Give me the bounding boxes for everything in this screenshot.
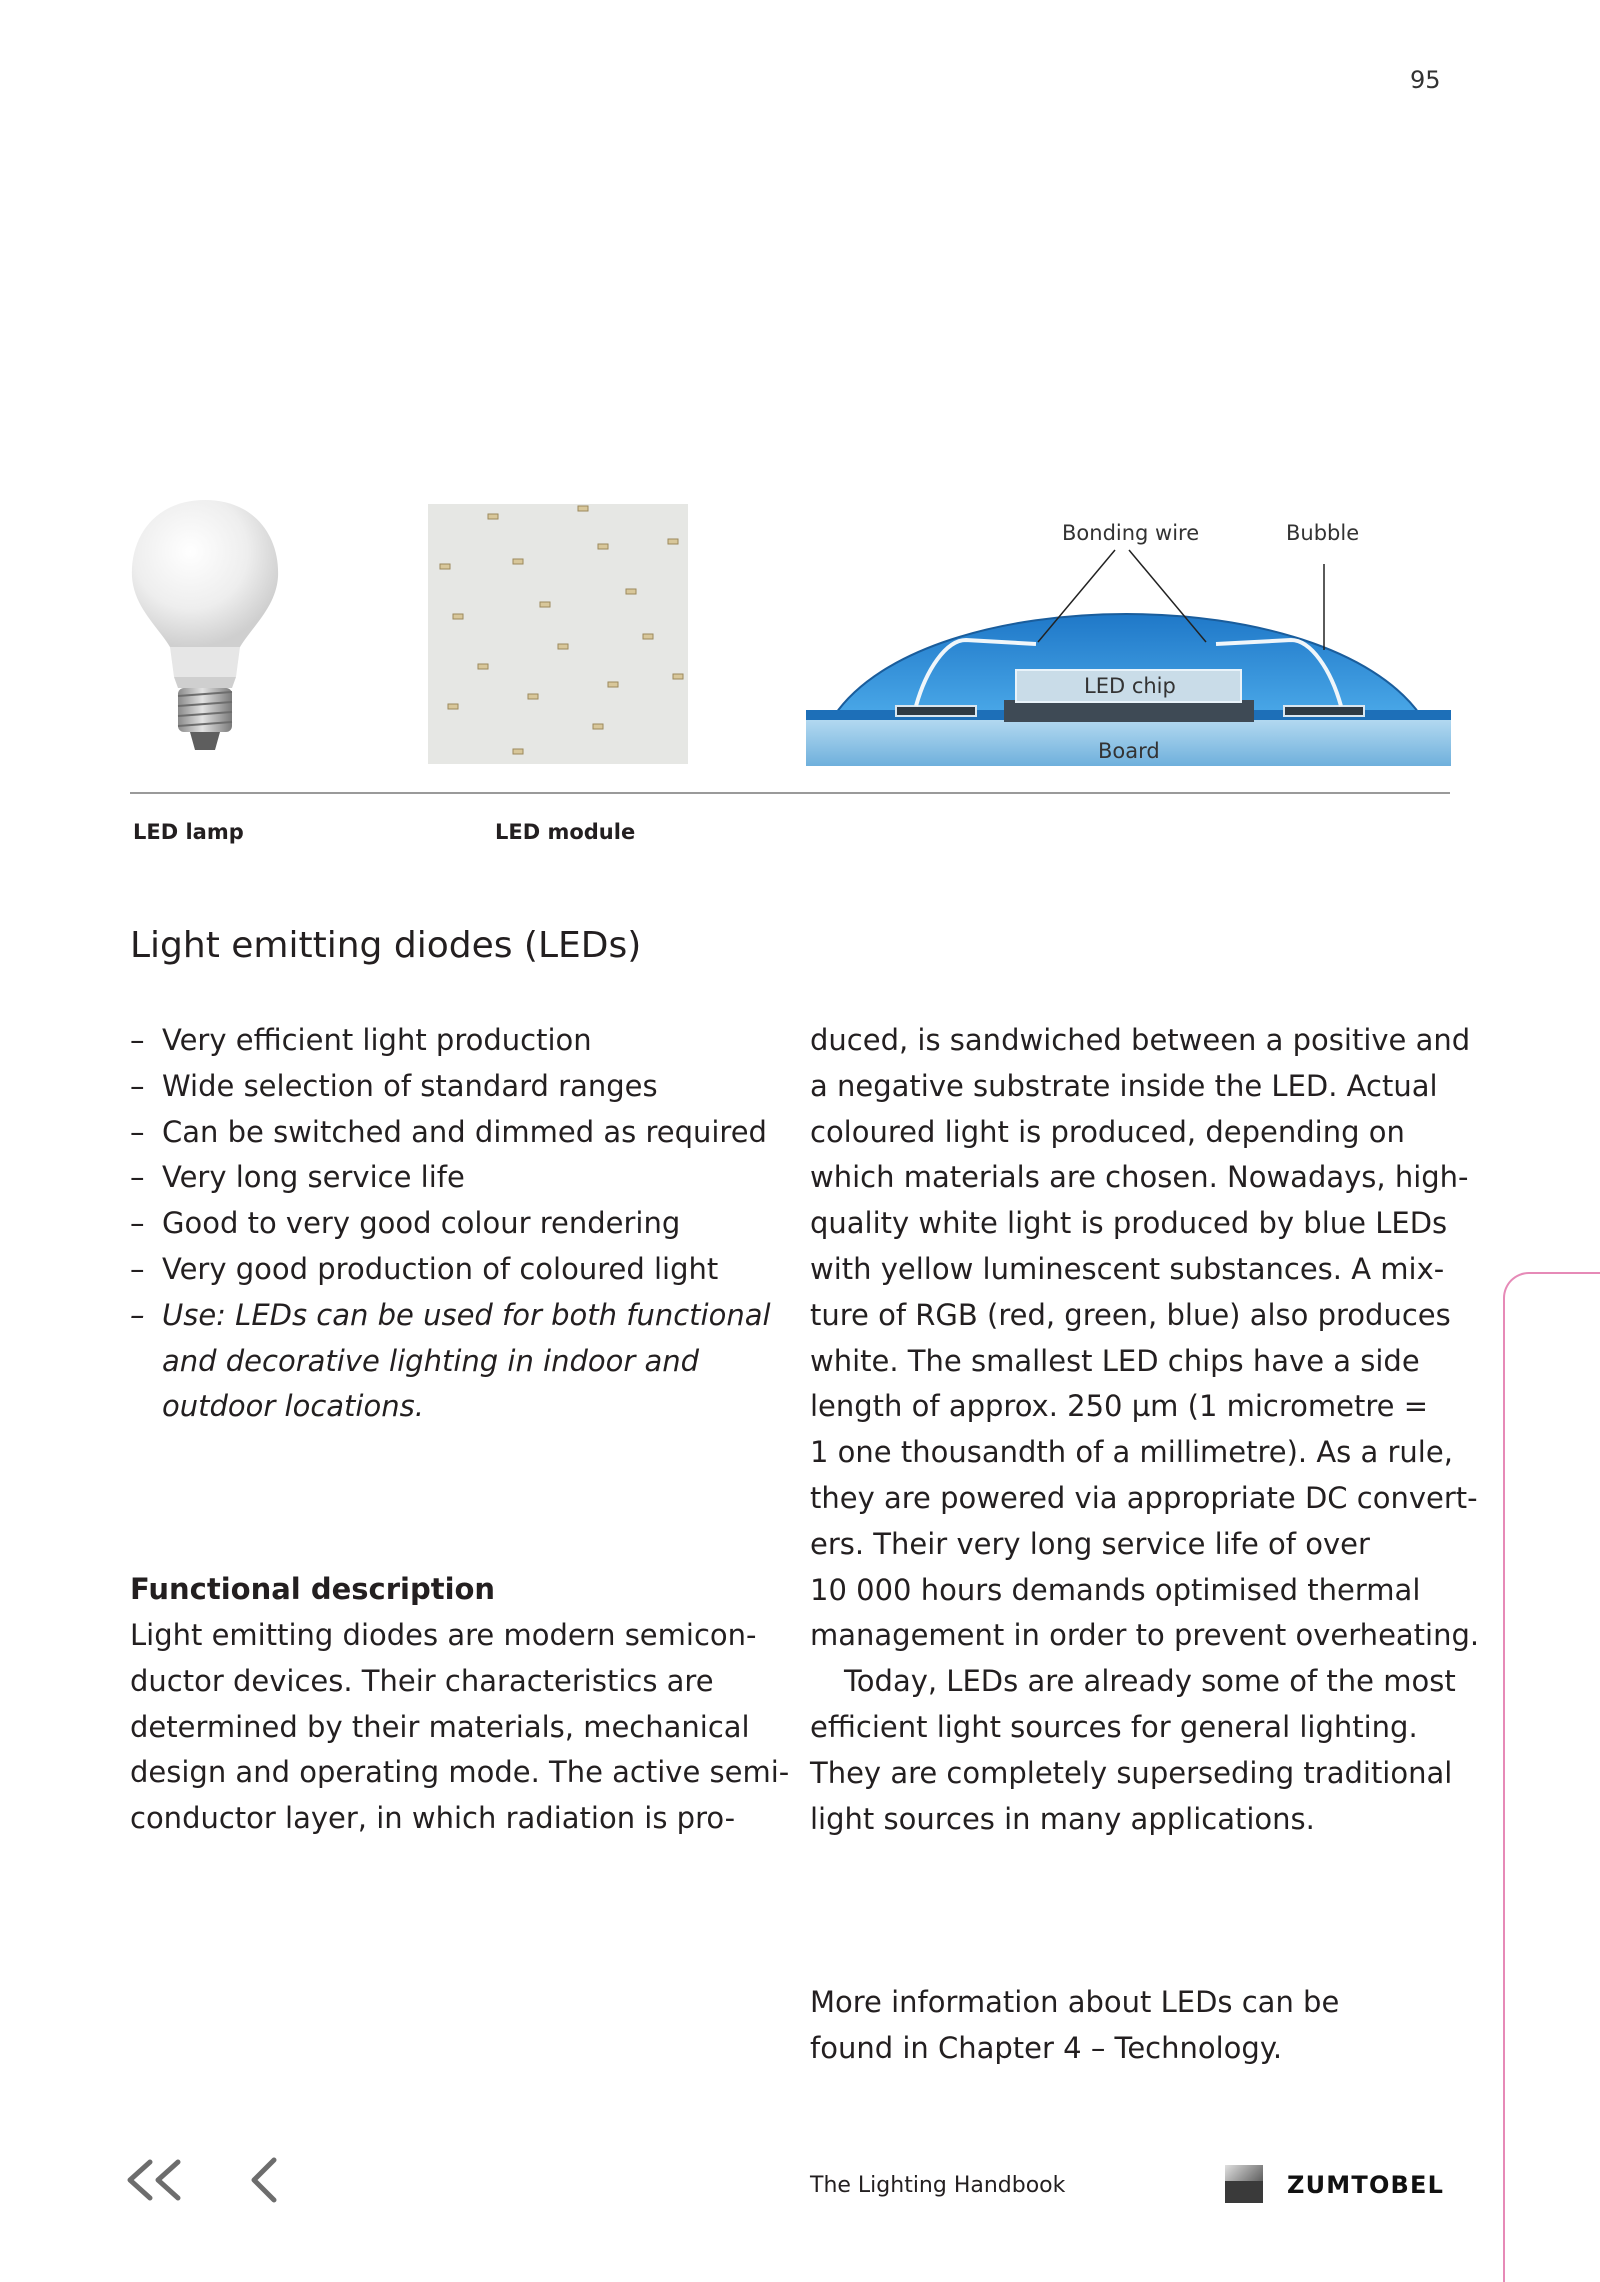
bubble-label: Bubble	[1286, 521, 1360, 545]
led-lamp-caption: LED lamp	[133, 820, 244, 844]
brand-name: ZUMTOBEL	[1287, 2171, 1445, 2199]
chip-base	[1004, 700, 1254, 722]
page-title: Light emitting diodes (LEDs)	[130, 925, 642, 966]
zumtobel-logo	[1225, 2165, 1455, 2205]
page-number: 95	[1410, 66, 1441, 94]
feature-list	[130, 1018, 770, 1430]
list-item: – Very good production of coloured light	[130, 1251, 719, 1286]
zumtobel-logo-mark	[1225, 2165, 1265, 2203]
figure-divider	[130, 792, 1450, 794]
chevron-left-icon	[240, 2150, 290, 2210]
led-cross-section-diagram	[806, 520, 1451, 768]
previous-page-button[interactable]	[240, 2150, 290, 2210]
more-info-note: More information about LEDs can be found in Chapter 4 – Technology.	[810, 1985, 1340, 2065]
board-label: Board	[1098, 739, 1160, 763]
section-heading: Functional description	[130, 1572, 496, 1606]
use-list-item-cont: outdoor locations.	[162, 1389, 424, 1424]
page-edge-tab	[1503, 1272, 1600, 2282]
use-list-item-cont: and decorative lighting in indoor and	[162, 1343, 700, 1378]
functional-paragraph-left: Light emitting diodes are modern semicon- ductor devices. Their characteristics are determined by their materials, mechanical design and operating mode. The active semi- conductor layer, in which radiation is pro-	[130, 1618, 790, 1836]
functional-paragraph-right: duced, is sandwiched between a positive and a negative substrate inside the LED. Actual coloured light is produced, depending on which materials are chosen. Nowadays, high- quality white light is produced by blue LEDs with yellow luminescent substances. A mix- ture of RGB (red, green, blue) also produces white. The smallest LED chips have a side length of approx. 250 µm (1 micrometre = 1 one thousandth of a millimetre). As a rule, they are powered via appropriate DC convert- ers. Their very long service life of over 10 000 hours demands optimised thermal management in order to prevent overheating. Today, LEDs are already some of the most efficient light sources for general lighting. They are completely superseding traditional light sources in many applications.	[810, 1023, 1480, 1836]
use-list-item: – Use: LEDs can be used for both functional	[130, 1297, 771, 1332]
led-module-image	[428, 504, 688, 764]
list-item: – Can be switched and dimmed as required	[130, 1114, 767, 1149]
list-item: – Very efficient light production	[130, 1023, 592, 1057]
led-lamp-image	[120, 492, 290, 762]
first-page-button[interactable]	[122, 2150, 192, 2210]
list-item: – Very long service life	[130, 1160, 465, 1195]
list-item: – Good to very good colour rendering	[130, 1206, 681, 1241]
double-chevron-left-icon	[122, 2150, 192, 2210]
publication-title: The Lighting Handbook	[810, 2173, 1066, 2198]
led-chip-label: LED chip	[1084, 674, 1176, 698]
bonding-wire-label: Bonding wire	[1062, 521, 1200, 545]
list-item: – Wide selection of standard ranges	[130, 1068, 658, 1103]
led-module-caption: LED module	[495, 820, 636, 844]
